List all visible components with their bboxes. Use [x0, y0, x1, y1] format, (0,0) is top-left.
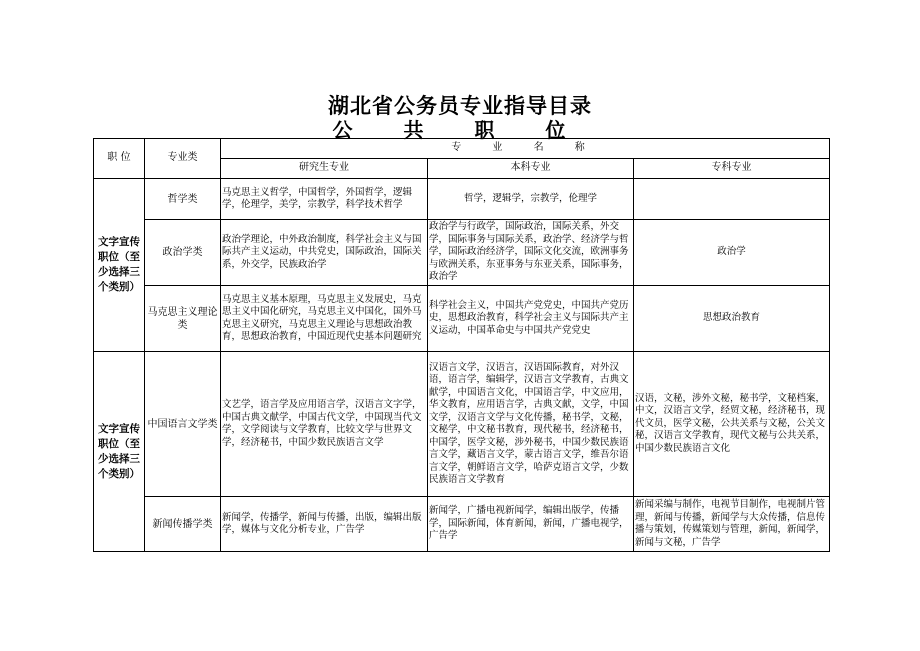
header-undergraduate: 本科专业: [428, 159, 634, 179]
junior-college-cell: 新闻采编与制作，电视节目制作，电视制片管理，新闻与传播，新闻学与大众传播，信息传播与策划，传媒策划与管理，新闻，新闻学，新闻与文秘，广告学: [634, 497, 830, 552]
junior-college-cell: 汉语，文秘，涉外文秘，秘书学，文秘档案，中文，汉语言文学，经贸文秘，经济秘书，现代文员，医学文秘，公共关系与文秘，公关文秘，汉语言文学教育，现代文秘与公共关系，中国少数民族语言文化: [634, 352, 830, 497]
junior-college-cell: [634, 179, 830, 220]
category-cell: 哲学类: [145, 179, 221, 220]
page-subtitle: 公 共 职 位: [332, 118, 588, 142]
undergraduate-cell: 汉语言文学，汉语言，汉语国际教育，对外汉语，语言学，编辑学，汉语言文学教育，古典文献学，中国语言文化，中国语言学，中文应用，华文教育，应用语言学，古典文献，文学，中国文学，汉语言文学与文化传播，秘书学，文秘，文秘学，中文秘书教育，现代秘书，经济秘书，中国学，医学文秘，涉外秘书，中国少数民族语言文学，藏语言文学，蒙古语言文学，维吾尔语言文学，朝鲜语言文学，哈萨克语言文学，少数民族语言文学教育: [428, 352, 634, 497]
postgraduate-cell: 马克思主义哲学，中国哲学，外国哲学，逻辑学，伦理学，美学，宗教学，科学技术哲学: [221, 179, 428, 220]
table-row: [94, 179, 830, 220]
category-cell: 马克思主义理论类: [145, 286, 221, 352]
header-postgraduate: 研究生专业: [221, 159, 428, 179]
undergraduate-cell: 科学社会主义，中国共产党党史，中国共产党历史，思想政治教育，科学社会主义与国际共产主义运动，中国革命史与中国共产党党史: [428, 286, 634, 352]
postgraduate-cell: 新闻学，传播学，新闻与传播，出版，编辑出版学，媒体与文化分析专业，广告学: [221, 497, 428, 552]
undergraduate-cell: 哲学，逻辑学，宗教学，伦理学: [428, 179, 634, 220]
table-row: [94, 497, 830, 552]
page-title: 湖北省公务员专业指导目录: [328, 94, 592, 118]
undergraduate-cell: 政治学与行政学，国际政治，国际关系，外交学，国际事务与国际关系，政治学、经济学与哲学，国际政治经济学，国际文化交流，欧洲事务与欧洲关系，东亚事务与东亚关系，国际事务，政治学: [428, 220, 634, 286]
junior-college-cell: 政治学: [634, 220, 830, 286]
postgraduate-cell: 文艺学，语言学及应用语言学，汉语言文字学，中国古典文献学，中国古代文学，中国现当代文学，文学阅读与文学教育，比较文学与世界文学，经济秘书，中国少数民族语言文学: [221, 352, 428, 497]
header-category: 专业类: [145, 139, 221, 179]
junior-college-cell: 思想政治教育: [634, 286, 830, 352]
table-row: [94, 352, 830, 497]
category-cell: 政治学类: [145, 220, 221, 286]
position-cell: 文字宣传职位（至少选择三个类别）: [94, 179, 145, 352]
undergraduate-cell: 新闻学，广播电视新闻学，编辑出版学，传播学，国际新闻，体育新闻，新闻，广播电视学，广告学: [428, 497, 634, 552]
category-cell: 新闻传播学类: [145, 497, 221, 552]
position-cell: 文字宣传职位（至少选择三个类别）: [94, 352, 145, 552]
header-junior-college: 专科专业: [634, 159, 830, 179]
postgraduate-cell: 政治学理论，中外政治制度，科学社会主义与国际共产主义运动，中共党史，国际政治，国际关系，外交学，民族政治学: [221, 220, 428, 286]
header-position: 职 位: [94, 139, 145, 179]
postgraduate-cell: 马克思主义基本原理，马克思主义发展史，马克思主义中国化研究，马克思主义中国化，国外马克思主义研究，马克思主义理论与思想政治教育，思想政治教育，中国近现代史基本问题研究: [221, 286, 428, 352]
table-row: [94, 286, 830, 352]
category-cell: 中国语言文学类: [145, 352, 221, 497]
table-row: [94, 220, 830, 286]
header-major-name: 专 业 名 称: [221, 139, 830, 159]
major-catalog-table: [93, 138, 830, 552]
